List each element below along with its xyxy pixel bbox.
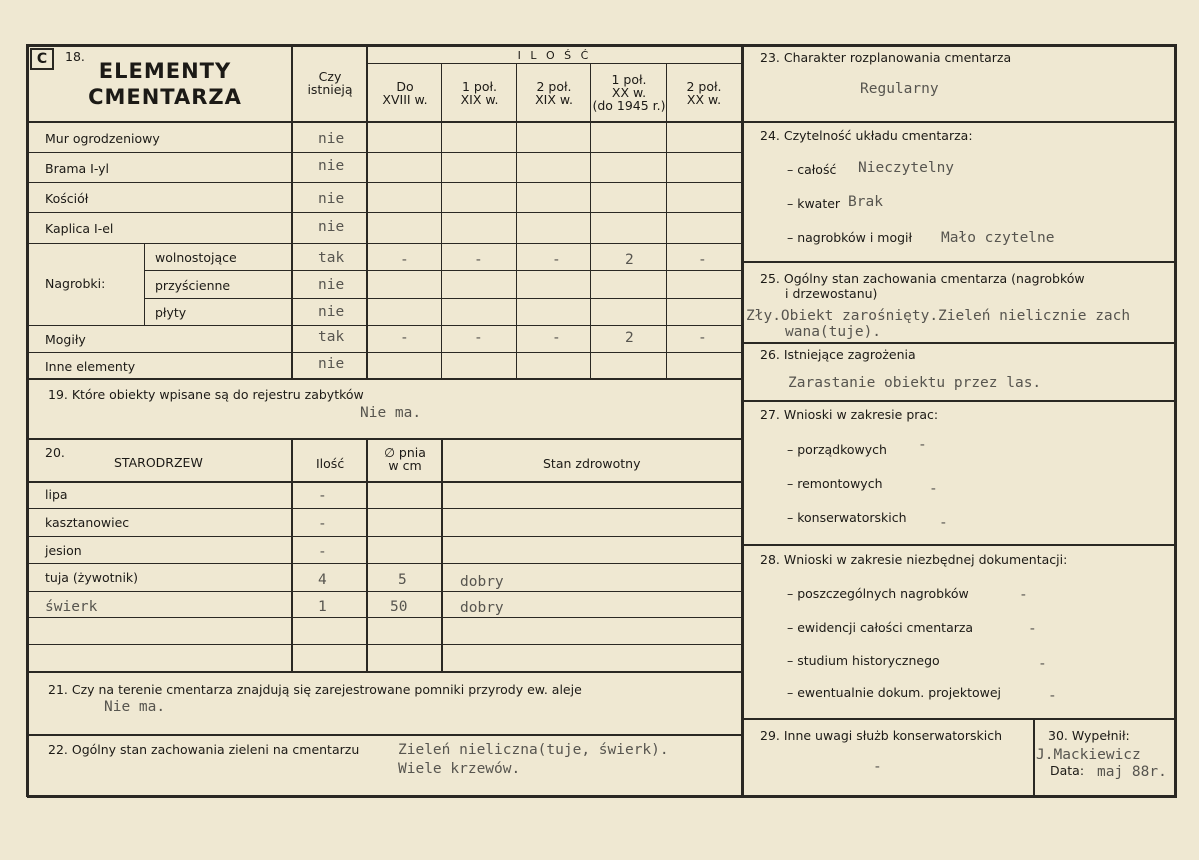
period-header-3	[517, 80, 591, 106]
s30-name: J.Mackiewicz	[1036, 747, 1141, 763]
tree-count-2: -	[318, 516, 327, 532]
s25-label-line2: i drzewostanu)	[785, 286, 878, 301]
s26-value: Zarastanie obiektu przez las.	[788, 375, 1042, 391]
row-sep	[144, 270, 741, 271]
center-divider	[741, 44, 744, 797]
s24-item-1-label: – całość	[787, 162, 837, 177]
period-header-2	[442, 80, 517, 106]
qty-wolnostojace-2: -	[474, 252, 483, 268]
s20-col-line-2	[366, 439, 368, 672]
qty-mogily-5: -	[698, 330, 707, 346]
exists-kosciol: nie	[318, 191, 345, 207]
row-label-kosciol: Kościół	[45, 191, 89, 206]
s29-s30-divider	[1033, 719, 1035, 796]
section-18-number: 18.	[65, 49, 85, 64]
tree-name-2: kasztanowiec	[45, 515, 130, 530]
period-2-line-1: 1 poł.	[461, 79, 498, 94]
s27-item-3-value: -	[939, 515, 948, 531]
col-line-p4	[590, 63, 591, 379]
s24-item-1-value: Nieczytelny	[858, 160, 955, 176]
s21-label: 21. Czy na terenie cmentarza znajdują się zarejestrowane pomniki przyrody ew. aleje	[48, 682, 582, 697]
period-4-line-2: XX w.	[611, 85, 647, 100]
border-bottom	[27, 795, 1177, 798]
s28-label: 28. Wnioski w zakresie niezbędnej dokumentacji:	[760, 552, 1068, 567]
tree-count-3: -	[318, 544, 327, 560]
qty-mogily-1: -	[400, 330, 409, 346]
period-3-line-2: XIX w.	[535, 92, 573, 107]
period-5-line-1: 2 poł.	[686, 79, 722, 94]
s27-item-2-label: – remontowych	[787, 476, 883, 491]
s27-label: 27. Wnioski w zakresie prac:	[760, 407, 939, 422]
s25-value-line1: Zły.Obiekt zarośnięty.Zieleń nielicznie zach	[746, 308, 1131, 324]
row-sep	[27, 243, 741, 244]
s28-item-4-value: -	[1048, 688, 1057, 704]
s27-item-1-value: -	[918, 437, 927, 453]
s24-item-3-value: Mało czytelne	[941, 230, 1055, 246]
s23-bottom	[742, 121, 1176, 123]
qty-mogily-4: 2	[625, 330, 634, 346]
s28-item-1-label: – poszczególnych nagrobków	[787, 586, 969, 601]
istnieja-line: istnieją	[307, 82, 353, 97]
exists-mogily: tak	[318, 329, 345, 345]
col-line-p3	[516, 63, 517, 379]
tree-count-1: -	[318, 488, 327, 504]
pnia-line-2: w cm	[388, 458, 422, 473]
s28-item-3-value: -	[1038, 656, 1047, 672]
s20-header-bottom	[27, 481, 742, 483]
col-line-p5	[666, 63, 667, 379]
exists-wolnostojace: tak	[318, 250, 345, 266]
s20-col-stan: Stan zdrowotny	[543, 456, 641, 471]
section-18-bottom	[27, 378, 741, 380]
border-left	[26, 44, 29, 797]
row-sep	[27, 508, 741, 509]
section-letter-box: C	[30, 48, 54, 70]
s28-bottom	[742, 718, 1176, 720]
s24-item-3-label: – nagrobków i mogił	[787, 230, 913, 245]
row-sep	[27, 325, 741, 326]
qty-wolnostojace-4: 2	[625, 252, 634, 268]
tree-name-4: tuja (żywotnik)	[45, 570, 139, 585]
tree-diameter-5: 50	[390, 599, 408, 615]
exists-brama: nie	[318, 158, 345, 174]
row-label-kaplica: Kaplica I-el	[45, 221, 114, 236]
s25-bottom	[742, 342, 1176, 344]
row-label-plyty: płyty	[155, 305, 187, 320]
czy-istnieja-header	[293, 70, 367, 96]
row-sep	[27, 182, 741, 183]
row-sep	[27, 536, 741, 537]
s23-value: Regularny	[860, 81, 939, 97]
ilosc-header: I L O Ś Ć	[517, 49, 592, 62]
tree-name-3: jesion	[45, 543, 82, 558]
s20-title: STARODRZEW	[114, 455, 203, 470]
czy-line: Czy	[318, 69, 342, 84]
period-1-line-1: Do	[396, 79, 414, 94]
s28-item-4-label: – ewentualnie dokum. projektowej	[787, 685, 1002, 700]
tree-health-4: dobry	[460, 574, 504, 590]
period-header-5	[667, 80, 741, 106]
s24-bottom	[742, 261, 1176, 263]
s24-label: 24. Czytelność układu cmentarza:	[760, 128, 973, 143]
nagrobki-label: Nagrobki:	[45, 276, 106, 291]
border-right	[1174, 44, 1177, 797]
row-sep	[27, 591, 741, 592]
qty-wolnostojace-5: -	[698, 252, 707, 268]
period-header-4	[591, 73, 667, 112]
s24-item-2-label: – kwater	[787, 196, 841, 211]
s22-label: 22. Ogólny stan zachowania zieleni na cmentarzu	[48, 742, 360, 757]
tree-count-4: 4	[318, 572, 327, 588]
s26-label: 26. Istniejące zagrożenia	[760, 347, 916, 362]
s25-value-line2: wana(tuje).	[785, 324, 882, 340]
period-5-line-2: XX w.	[686, 92, 722, 107]
s19-bottom	[27, 438, 742, 440]
header-bottom-line	[27, 121, 742, 123]
row-label-brama: Brama I-yl	[45, 161, 110, 176]
s20-bottom	[27, 671, 742, 673]
row-label-wolnostojace: wolnostojące	[155, 250, 237, 265]
col-line-p2	[441, 63, 442, 379]
tree-name-1: lipa	[45, 487, 68, 502]
s28-item-1-value: -	[1019, 587, 1028, 603]
s27-bottom	[742, 544, 1176, 546]
s22-value-line1: Zieleń nieliczna(tuje, świerk).	[398, 742, 669, 758]
s20-col-ilosc: Ilość	[316, 456, 345, 471]
exists-plyty: nie	[318, 304, 345, 320]
s27-item-3-label: – konserwatorskich	[787, 510, 907, 525]
ilosc-underline	[367, 63, 741, 64]
row-label-mur: Mur ogrodzeniowy	[45, 131, 160, 146]
tree-diameter-4: 5	[398, 572, 407, 588]
s19-value: Nie ma.	[360, 405, 422, 421]
s30-date-value: maj 88r.	[1097, 764, 1167, 780]
row-label-inne: Inne elementy	[45, 359, 136, 374]
tree-count-5: 1	[318, 599, 327, 615]
qty-wolnostojace-1: -	[400, 252, 409, 268]
period-2-line-2: XIX w.	[460, 92, 499, 107]
s27-item-1-label: – porządkowych	[787, 442, 887, 457]
s29-value: -	[873, 759, 882, 775]
s30-date-label: Data:	[1050, 763, 1085, 778]
period-1-line-2: XVIII w.	[382, 92, 428, 107]
period-header-1	[368, 80, 442, 106]
row-sep	[144, 298, 741, 299]
qty-wolnostojace-3: -	[552, 252, 561, 268]
tree-name-5: świerk	[45, 599, 98, 615]
col-line-nagrobki	[144, 243, 145, 325]
period-4-line-1: 1 poł.	[611, 72, 647, 87]
border-top	[27, 44, 1177, 47]
s29-label: 29. Inne uwagi służb konserwatorskich	[760, 728, 1002, 743]
row-label-przyscienne: przyścienne	[155, 278, 231, 293]
qty-mogily-3: -	[552, 330, 561, 346]
exists-przyscienne: nie	[318, 277, 345, 293]
row-sep	[27, 563, 741, 564]
elementy-title-line1: ELEMENTY	[98, 59, 232, 83]
elementy-title-line2: CMENTARZA	[88, 85, 242, 109]
s28-item-2-value: -	[1028, 621, 1037, 637]
row-sep	[27, 152, 741, 153]
period-3-line-1: 2 poł.	[536, 79, 572, 94]
s19-label: 19. Które obiekty wpisane są do rejestru zabytków	[48, 387, 364, 402]
exists-kaplica: nie	[318, 219, 345, 235]
tree-health-5: dobry	[460, 600, 504, 616]
s25-label-line1: 25. Ogólny stan zachowania cmentarza (nagrobków	[760, 271, 1085, 286]
s28-item-2-label: – ewidencji całości cmentarza	[787, 620, 974, 635]
exists-mur: nie	[318, 131, 345, 147]
s26-bottom	[742, 400, 1176, 402]
row-sep	[27, 212, 741, 213]
s27-item-2-value: -	[929, 481, 938, 497]
s23-label: 23. Charakter rozplanowania cmentarza	[760, 50, 1012, 65]
s21-bottom	[27, 734, 742, 736]
period-4-line-3: (do 1945 r.)	[592, 98, 666, 113]
row-label-mogily: Mogiły	[45, 332, 86, 347]
qty-mogily-2: -	[474, 330, 483, 346]
s30-label: 30. Wypełnił:	[1048, 728, 1130, 743]
row-sep	[27, 352, 741, 353]
s21-value: Nie ma.	[104, 699, 166, 715]
s28-item-3-label: – studium historycznego	[787, 653, 940, 668]
s22-value-line2: Wiele krzewów.	[398, 761, 521, 777]
exists-inne: nie	[318, 356, 345, 372]
s20-col-pnia	[368, 446, 442, 472]
s20-col-line-3	[441, 439, 443, 672]
s20-col-line-1	[291, 439, 293, 672]
row-sep	[27, 644, 741, 645]
s20-number: 20.	[45, 445, 65, 460]
pnia-line-1: ∅ pnia	[384, 445, 426, 460]
s24-item-2-value: Brak	[848, 194, 883, 210]
row-sep	[27, 617, 741, 618]
